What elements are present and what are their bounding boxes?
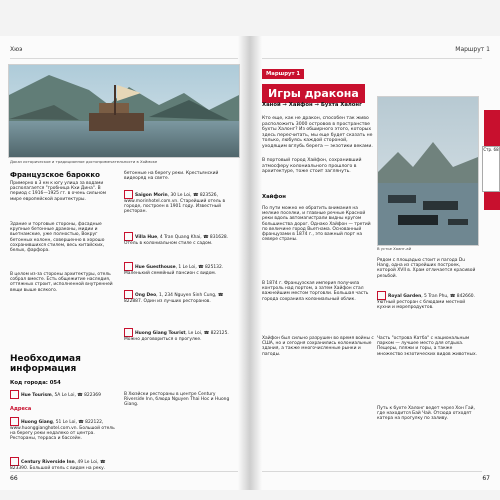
right-paragraph-1: По пути можно не обратить внимания на мелкие поселки, и главные речные Красной реки вдоль автомагистрали видны кругом большинства дорог. Однако Хайфон — третий по величине город Вьетнама. Основанный французами в 1874 г., это важный порт на севере страны. xyxy=(262,206,371,243)
left-page-number: 66 xyxy=(10,475,18,482)
entry-huong-giang-tourist: Huong Giang Tourist, Le Loi, ☎ 822125. Можно договориться о прогулке. xyxy=(124,328,234,342)
right-page xyxy=(250,36,500,490)
info-entry-tourism: Hue Tourism, 5A Le Loi, ☎ 822369 xyxy=(10,390,118,399)
left-page xyxy=(0,36,250,490)
right-running-head: Маршрут 1 xyxy=(455,46,490,53)
hotel-icon xyxy=(10,417,19,426)
restaurant-icon xyxy=(377,291,386,300)
info-entry-century-riverside: Century Riverside Inn, 49 Le Loi, ☎ 823390. Большой отель с видом на реку. xyxy=(10,457,118,471)
entry-royal-garden: Royal Garden, 5 Tran Phu, ☎ 842660. Уютный ресторан с блюдами местной кухни и морепродуктов. xyxy=(377,291,477,310)
entry-saigon-morin: Saigon Morin, 30 Le Loi, ☎ 823526, www.morinhotel.com.vn. Старейший отель в городе, построен в 1901 году. Известный ресторан. xyxy=(124,190,234,215)
halong-bay-photo xyxy=(9,65,239,157)
restaurant-icon xyxy=(124,290,133,299)
right-col2-para3: Путь к бухте Халонг ведет через Хон Гай, где находится Бай Чай. Отсюда отходят катера на прогулку по заливу. xyxy=(377,406,475,422)
left-paragraph-1: Примерно в 3 км к югу улица за водами располагается "гробница Кхи Дина". В период с 1916—1925 гг. в очень сильном мире европейской архитектуры. xyxy=(10,181,107,202)
right-col2-para1: Рядом с площадью стоит и пагода Du Hang, одна из старейших построек, которой XVII в. Храм отличается красивой резьбой. xyxy=(377,258,476,279)
info-icon xyxy=(10,390,19,399)
route-line: Ханой → Хайфон → Бухта Халонг xyxy=(262,102,362,108)
side-tab-box: Стр. 68 xyxy=(482,146,500,192)
right-footer-rule xyxy=(262,471,482,472)
hotel-icon xyxy=(124,232,133,241)
book-spine-shadow xyxy=(238,36,262,490)
left-footer-rule xyxy=(10,471,238,472)
info-entry-huong-giang: Huong Giang, 51 Le Loi, ☎ 822122, www.huonggianghotel.com.vn. Большой отель на берегу реки недалеко от центра. Рестораны, терраса и бассейн. xyxy=(10,417,118,442)
left-running-head: Хюэ xyxy=(10,46,23,53)
right-col2-para2: Часть "острова Катба" с национальным парком — лучшее место для отдыха. Пещеры, пляжи и горы, а также множество экзотических видов животных. xyxy=(377,336,477,357)
left-paragraph-2: Здание и торговые стороны, фасадные крупные бетонные драконы, мидии и вьетнамские, уже полностью, Вокруг бетонных колонн, совершенно в хорошо сохранившихся стилем, весь китайских, белых, фарфора. xyxy=(10,222,105,254)
left-section-title: Французское барокко xyxy=(10,171,100,179)
halong-boats-photo xyxy=(378,97,478,245)
left-head-rule xyxy=(10,58,238,59)
right-page-number: 67 xyxy=(482,475,490,482)
left-photo-caption: Доказ историческое и традиционное достопримечательности в Хоймоке xyxy=(10,159,158,164)
lead-paragraph-2: В портовый город Хайфон, сохранивший атмосферу колониального прошлого в архитектуре, тоже стоит заглянуть. xyxy=(262,158,362,174)
right-head-rule xyxy=(262,58,482,59)
left-photo xyxy=(8,64,240,158)
entry-villa-hue: Villa Hue, 4 Tran Quang Khai, ☎ 831628. Отель в колониальном стиле с садом. xyxy=(124,232,234,246)
boat-icon xyxy=(124,328,133,337)
phone-code: Код города: 054 xyxy=(10,380,61,386)
accommodation-label: Адреса xyxy=(10,406,32,412)
route-title: Игры дракона xyxy=(262,84,365,103)
hotel-icon xyxy=(124,262,133,271)
right-photo xyxy=(377,96,479,246)
section-haiphong: Хайфон xyxy=(262,194,286,200)
right-photo-caption: В устье Хоанг-ай xyxy=(377,246,412,251)
lead-paragraph: Кто еще, как не дракон, способен так живо расположить 3000 островов в пространстве бухты Халонг? Из обширного этого, которых здесь пересчитать, мы еще будет сказать не только, любуясь каждой стороной, уходящим вглубь берега — экзотики веками. xyxy=(262,116,373,149)
left-col2-paragraph: бетонные на берегу реки. Крестьянский видеоряд на свете. xyxy=(124,171,219,182)
left-col2-end: В Хюэйски рестораны в центре Century Riverside Inn, блюда Nguyen Thai Hoc и Huong Giang. xyxy=(124,392,230,408)
entry-ong-deo: Ong Deo, 1, 234 Nguyen Sinh Cung, ☎ 822887. Один из лучших ресторанов. xyxy=(124,290,234,304)
hotel-icon xyxy=(124,190,133,199)
left-paragraph-3: В целом из-за стороны архитектуры, отель собрал вместе. Есть общежитие наследия, оттяжных строит, исполненной внутренней вещи выше всякого. xyxy=(10,272,113,293)
hotel-icon xyxy=(10,457,19,466)
route-tag: Маршрут 1 xyxy=(262,69,304,79)
right-paragraph-3: Хайфон был сильно разрушен во время войны с США, но и сегодня сохранились колониальные здания, а также многочисленные рынки и пагоды. xyxy=(262,336,374,357)
right-paragraph-2: В 1874 г. Французская империя получила контроль над портом, а затем Хайфон стал важнейшим местом торговли. Большая часть города сохранила колониальный облик. xyxy=(262,281,369,302)
entry-hue-guesthouse: Hue Guesthouse, 1 Le Loi, ☎ 825132. Маленький семейный пансион с видом. xyxy=(124,262,234,276)
info-title: Необходимая информация xyxy=(10,354,81,374)
